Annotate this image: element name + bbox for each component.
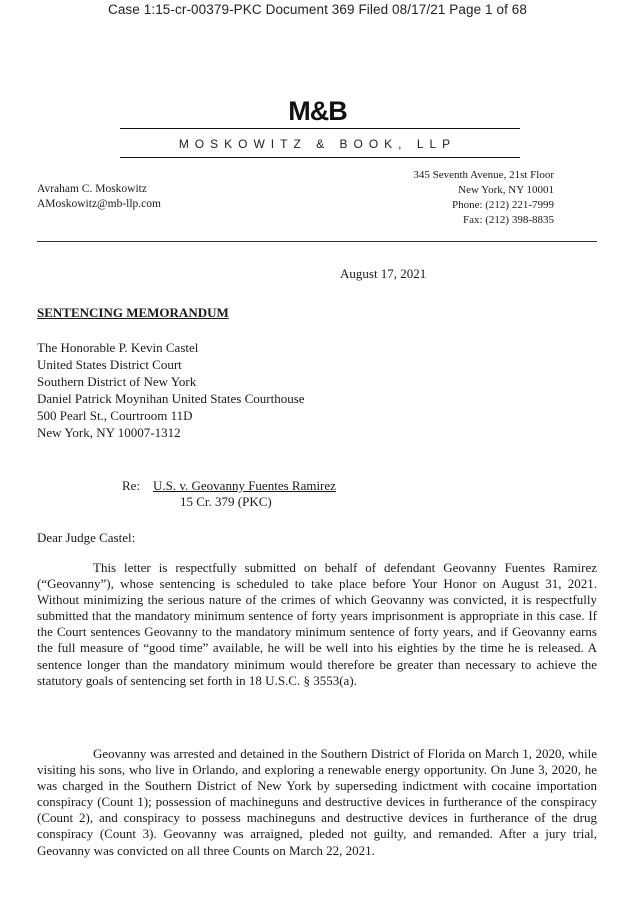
salutation: Dear Judge Castel: xyxy=(37,530,136,545)
letterhead-rule-bottom xyxy=(37,241,597,242)
letter-date: August 17, 2021 xyxy=(340,266,427,281)
firm-name: MOSKOWITZ & BOOK, LLP xyxy=(178,137,457,151)
addressee-line: New York, NY 10007-1312 xyxy=(37,425,181,440)
re-case-name: U.S. v. Geovanny Fuentes Ramirez xyxy=(153,478,336,493)
addressee-line: Southern District of New York xyxy=(37,374,197,389)
address-line-1: 345 Seventh Avenue, 21st Floor xyxy=(413,169,554,181)
firm-logo: M&B xyxy=(288,96,347,126)
address-line-2: New York, NY 10001 xyxy=(458,184,554,196)
case-header: Case 1:15-cr-00379-PKC Document 369 Filed 08/17/21 Page 1 of 68 xyxy=(107,2,528,17)
body-paragraph: Geovanny was arrested and detained in the Southern District of Florida on March 1, 2020, while visiting his sons, who live in Orlando, and exploring a renewable energy opportunity. On June 3, 2020, he was charged in the Southern District of New York by superseding indictment with cocaine importation conspiracy (Count 1); possession of machineguns and destructive devices in furtherance of the conspiracy (Count 2), and conspiracy to possess machineguns and destructive devices in furtherance of the drug conspiracy (Count 3). Geovanny was arraigned, pleded not guilty, and remanded. After a jury trial, Geovanny was convicted on all three Counts on March 22, 2021. xyxy=(37,746,597,858)
attorney-name: Avraham C. Moskowitz xyxy=(37,183,147,195)
addressee-line: 500 Pearl St., Courtroom 11D xyxy=(37,408,193,423)
memo-title: SENTENCING MEMORANDUM xyxy=(37,305,229,320)
letterhead-rule-top xyxy=(120,128,520,129)
firm-address-block xyxy=(413,168,554,228)
addressee-line: The Honorable P. Kevin Castel xyxy=(37,340,199,355)
phone-number: Phone: (212) 221-7999 xyxy=(451,199,554,211)
body-paragraph: This letter is respectfully submitted on behalf of defendant Geovanny Fuentes Ramirez (“Geovanny”), whose sentencing is scheduled to take place before Your Honor on August 31, 2021. Without minimizing the serious nature of the crimes of which Geovanny was convicted, it is respectfully submitted that the mandatory minimum sentence of forty years imprisonment is appropriate in this case. If the Court sentences Geovanny to the mandatory minimum sentence of forty years, and if Geovanny earns the full measure of “good time” available, he will be well into his eighties by the time he is released. A sentence longer than the mandatory minimum would therefore be greater than necessary to achieve the statutory goals of sentencing set forth in 18 U.S.C. § 3553(a). xyxy=(37,560,597,688)
attorney-email: AMoskowitz@mb-llp.com xyxy=(37,198,161,210)
re-label: Re: xyxy=(122,478,141,493)
attorney-block xyxy=(37,182,161,212)
fax-number: Fax: (212) 398-8835 xyxy=(462,214,554,226)
letterhead-rule-middle xyxy=(120,157,520,158)
addressee-line: Daniel Patrick Moynihan United States Courthouse xyxy=(37,391,305,406)
addressee-block xyxy=(37,339,305,441)
re-docket-number: 15 Cr. 379 (PKC) xyxy=(180,494,272,509)
addressee-line: United States District Court xyxy=(37,357,182,372)
